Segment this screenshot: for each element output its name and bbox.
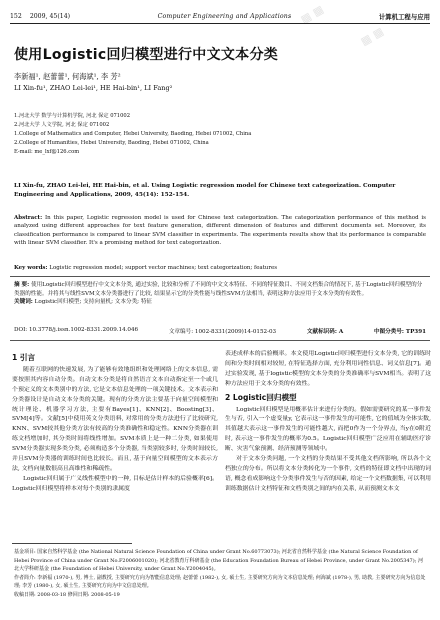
classification-code: 中图分类号: TP391 [373,329,426,335]
keywords-text: Logistic regression model; support vector machines; text categorization; features [49,265,278,271]
issue-info: 2009, 45(14) [29,12,71,20]
section-heading-introduction: 1 引言 [12,353,36,362]
paragraph: Logistic回归模型是用概率估计来进行分类的。假如需要研究的某一事件发生与否, 引入一个虚变量y, 它表示这一事件发生的可能性, 它的值域为全体实数, 其值越大表示这一事件发生的可能性越大, 而把0作为一个分界点, 当y在0附近时, 表示这一事件发生的概率为0.5。Logistic回归模型广泛应用在辅助医疗诊断、灾害气象预测、经济预测等领域中。 [225,406,431,453]
abstract-label: Abstract: [14,215,43,221]
zh-abstract-label: 摘 要: [14,282,30,288]
abstract-en [14,214,426,248]
footnote-rule [12,543,132,544]
left-column [12,350,218,495]
authors-zh: 李新福¹, 赵蕾蕾¹, 何海斌¹, 李 芳² [14,72,121,81]
zh-keywords-text: Logistic回归模型; 支持向量机; 文本分类; 特征 [34,299,153,306]
doi: DOI: 10.3778/j.issn.1002-8331.2009.14.046 [14,327,139,333]
right-column [225,350,431,495]
citation: LI Xin-fu, ZHAO Lei-lei, HE Hai-bin, et al. Using Logistic regression model for Chinese text categorization. Computer Engineering and Applications, 2009, 45(14): 152-154. [14,183,396,198]
section-heading-logistic: 2 Logistic回归模型 [225,392,297,402]
zh-abstract-text: 使用Logistic回归模型进行中文文本分类, 通过实验, 比较和分析了不同的中文文本特征、不同的特征数目、不同文档集合的情况下, 基于Logistic回归模型的分类器的性能。并将其与线性SVM文本分类器进行了比较, 结果显示它的分类性能与线性SVM方法相当, 表明这种方法应用于文本分类的有效性。 [14,282,423,297]
affiliation-1-en: 1.College of Mathematics and Computer, Hebei University, Baoding, Hebei 071002, China [14,131,252,137]
zh-keywords-label: 关键词: [14,299,33,306]
abstract-text: In this paper, Logistic regression model is used for Chinese text categorization. The categorization performance of this method is analyzed using different approaches for text feature generation, different dimension of features and different documents set. Moreover, its classification performance is compared to linear SVM classifier in experiments. The experiments results show that its performance is comparable with linear SVM classifier. It's a promising method for text categorization. [14,215,427,247]
abstract-zh [14,281,426,307]
divider [10,276,430,277]
keywords-label: Key words: [14,265,48,271]
paper-title: 使用Logistic回归模型进行中文文本分类 [14,47,279,63]
paragraph: Logistic回归属于广义线性模型中的一种, 目标是估计样本的后验概率[6]。Logistic回归模型将样本对每个类别的隶属度 [12,475,218,492]
watermark: ▦ ▦ [358,24,386,49]
document-code: 文献标识码: A [306,329,344,335]
keywords-en [14,264,426,272]
paragraph: 对于文本分类问题, 一个文档的分类结果不受其他文档所影响, 所以各个文档独立的分布。所以将文本分类转化为一个事件, 文档的特征即文档中出现的词语, 概念看成影响这个分类事件发生与否的因素, 给定一个文档数据集, 可以利用训练数据估计文档特征和文档类别之间的内在关系, 从而预测文本文 [225,456,431,492]
article-meta [14,327,426,335]
footnote-funding: 基金项目: 国家自然科学基金 (the National Natural Science Foundation of China under Grant No.60773073); 河北省自然科学基金 (the Natural Science Foundation of Hebei Province of China under Grant No.F2006001020); 河北省教育厅科研基金 (the Education Foundation Bureau of Hebei Province, under Grant No.2005347); 河北大学科研基金 (the Foundation of Hebei University, under Grant No.Y2004045)。 [14,549,423,573]
journal-name-zh: 计算机工程与应用 [378,12,430,21]
footnotes [14,548,426,600]
running-header [10,10,430,22]
affiliation-2-zh: 2.河北大学 人文学院, 河北 保定 071002 [14,122,110,128]
affiliation-2-en: 2.College of Humanities, Hebei University, Baoding, Hebei 071002, China [14,140,209,146]
divider [10,340,430,341]
page-number: 152 [10,12,22,20]
header-rule [10,23,430,24]
journal-name-en: Computer Engineering and Applications [157,12,292,20]
footnote-authors: 作者简介: 李新福 (1970-), 男, 博士, 副教授, 主要研究方向为智能信息处理; 赵蕾蕾 (1982-), 女, 硕士生, 主要研究方向为文本信息处理; 何海斌 (1978-), 男, 助教, 主要研究方向为信息处理; 李芳 (1980-), 女, 硕士生, 主要研究方向为中文信息处理。 [14,574,426,590]
paragraph: 表述成样本的后验概率。本文使用Logistic回归模型进行文本分类, 它的训练时间和分类时间相对较短, 在特征选择方面, 充分利用词性信息、词义信息[7]。通过实验发现, 基于logistic模型的文本分类的分类准确率与SVM相当。表明了这种方法应用于文本分类的有效性。 [225,351,431,387]
watermark: ▦ ▦ [298,2,326,27]
authors-en: LI Xin-fu¹, ZHAO Lei-lei¹, HE Hai-bin¹, LI Fang² [14,84,173,92]
article-number: 文章编号: 1002-8331(2009)14-0152-03 [168,329,277,335]
affiliation-1-zh: 1.河北大学 数学与计算机学院, 河北 保定 071002 [14,113,130,119]
email: E-mail: me_lxf@126.com [14,149,80,155]
footnote-dates: 收稿日期: 2008-03-18 修回日期: 2008-05-19 [14,591,120,598]
paragraph: 随着互联网的快速发展, 为了能够有效地组织和处理网络上的文本信息, 需要按照其内容自动分类。自动文本分类是将自然语言文本自动指定至一个或几个预定义的文本类别中的方法, 它是文本信息处理的一项关键技术。文本表示和分类器设计是自动文本分类的关键。现有的分类方法主要基于向量空间模型和统计理论、机器学习方法, 主要有Bayes[1]、KNN[2]、Boosting[3]、SVM[4]等。文献[5]中使用英文分类语料, 对常用的分类方法进行了比较研究, KNN、SVM较其他分类方法有较高的分类准确性和稳定性。KNN分类器在训练文档增加时, 其分类时间将线性增加。SVM本质上是一种二分类, 如果使用SVM分类器实现多类分类, 必须构造多个分类器, 当类别较多时, 分类时间较长, 并且SVM分类器的训练时间也比较长。而且, 基于向量空间模型的文本表示方法, 文档向量数很高且高维性和稀疏性。 [12,366,218,472]
